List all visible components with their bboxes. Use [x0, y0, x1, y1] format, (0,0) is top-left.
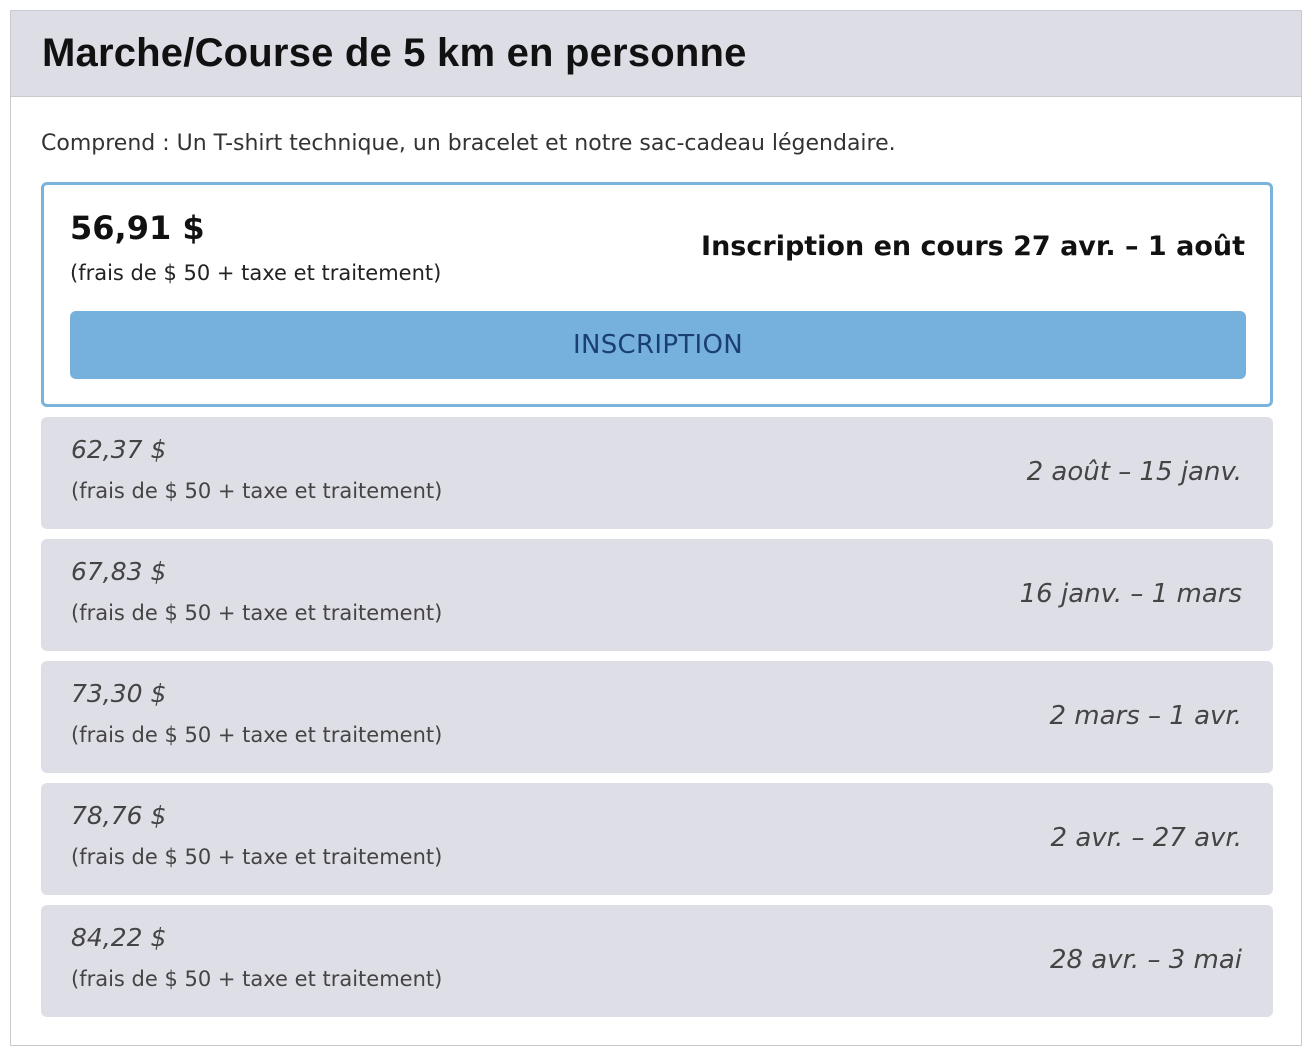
event-title: Marche/Course de 5 km en personne	[42, 31, 747, 75]
current-registration-window: Inscription en cours 27 avr. – 1 août	[701, 231, 1245, 262]
tier-date-range: 2 avr. – 27 avr.	[1050, 823, 1242, 853]
tier-price: 78,76 $	[71, 801, 167, 830]
tier-fee-note: (frais de $ 50 + taxe et traitement)	[71, 967, 443, 991]
current-price: 56,91 $	[70, 209, 205, 247]
price-tier	[41, 417, 1273, 529]
register-button[interactable]: INSCRIPTION	[70, 311, 1246, 379]
event-card	[10, 10, 1302, 1046]
tier-price: 73,30 $	[71, 679, 167, 708]
tier-date-range: 28 avr. – 3 mai	[1049, 945, 1242, 975]
price-tier	[41, 539, 1273, 651]
card-body	[11, 97, 1301, 167]
tier-fee-note: (frais de $ 50 + taxe et traitement)	[71, 723, 443, 747]
current-price-tier	[41, 182, 1273, 407]
tier-fee-note: (frais de $ 50 + taxe et traitement)	[71, 845, 443, 869]
card-header	[11, 11, 1301, 97]
current-fee-note: (frais de $ 50 + taxe et traitement)	[70, 261, 442, 285]
tier-date-range: 2 mars – 1 avr.	[1049, 701, 1242, 731]
includes-text: Comprend : Un T-shirt technique, un bracelet et notre sac-cadeau légendaire.	[41, 131, 896, 156]
tier-fee-note: (frais de $ 50 + taxe et traitement)	[71, 479, 443, 503]
tier-date-range: 16 janv. – 1 mars	[1019, 579, 1242, 609]
price-tier	[41, 905, 1273, 1017]
tier-price: 62,37 $	[71, 435, 167, 464]
tier-fee-note: (frais de $ 50 + taxe et traitement)	[71, 601, 443, 625]
tier-date-range: 2 août – 15 janv.	[1026, 457, 1242, 487]
tier-price: 67,83 $	[71, 557, 167, 586]
price-tier	[41, 783, 1273, 895]
tier-price: 84,22 $	[71, 923, 167, 952]
price-tier	[41, 661, 1273, 773]
